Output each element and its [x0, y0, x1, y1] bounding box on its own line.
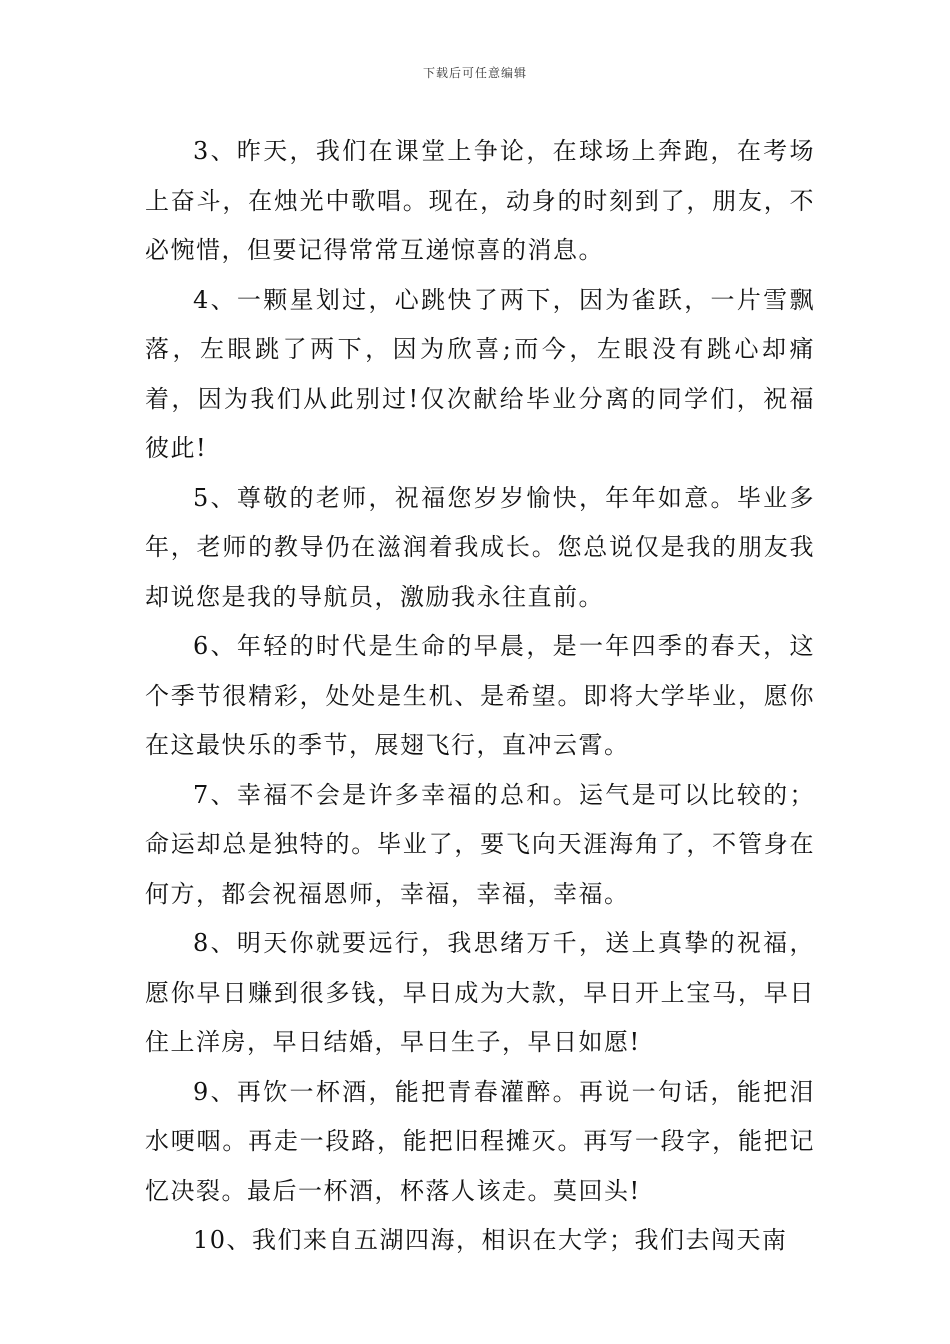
document-body	[145, 127, 815, 1266]
paragraph-8: 8、明天你就要远行，我思绪万千，送上真挚的祝福，愿你早日赚到很多钱，早日成为大款，早日开上宝马，早日住上洋房，早日结婚，早日生子，早日如愿!	[145, 929, 815, 1056]
paragraph-10: 10、我们来自五湖四海，相识在大学；我们去闯天南	[193, 1226, 788, 1254]
paragraph-5: 5、尊敬的老师，祝福您岁岁愉快，年年如意。毕业多年，老师的教导仍在滋润着我成长。您总说仅是我的朋友我却说您是我的导航员，激励我永往直前。	[145, 483, 815, 611]
paragraph-6: 6、年轻的时代是生命的早晨，是一年四季的春天，这个季节很精彩，处处是生机、是希望。即将大学毕业，愿你在这最快乐的季节，展翅飞行，直冲云霄。	[145, 632, 815, 759]
page-header: 下载后可任意编辑	[422, 66, 527, 80]
paragraph-9: 9、再饮一杯酒，能把青春灌醉。再说一句话，能把泪水哽咽。再走一段路，能把旧程摊灭。再写一段字，能把记忆决裂。最后一杯酒，杯落人该走。莫回头!	[145, 1077, 815, 1205]
paragraph-3: 3、昨天，我们在课堂上争论，在球场上奔跑，在考场上奋斗，在烛光中歌唱。现在，动身的时刻到了，朋友，不必惋惜，但要记得常常互递惊喜的消息。	[145, 137, 815, 264]
paragraph-7: 7、幸福不会是许多幸福的总和。运气是可以比较的；命运却总是独特的。毕业了，要飞向天涯海角了，不管身在何方，都会祝福恩师，幸福，幸福，幸福。	[145, 780, 815, 908]
paragraph-4: 4、一颗星划过，心跳快了两下，因为雀跃，一片雪飘落，左眼跳了两下，因为欣喜;而今，左眼没有跳心却痛着，因为我们从此别过!仅次献给毕业分离的同学们，祝福彼此!	[145, 285, 815, 462]
